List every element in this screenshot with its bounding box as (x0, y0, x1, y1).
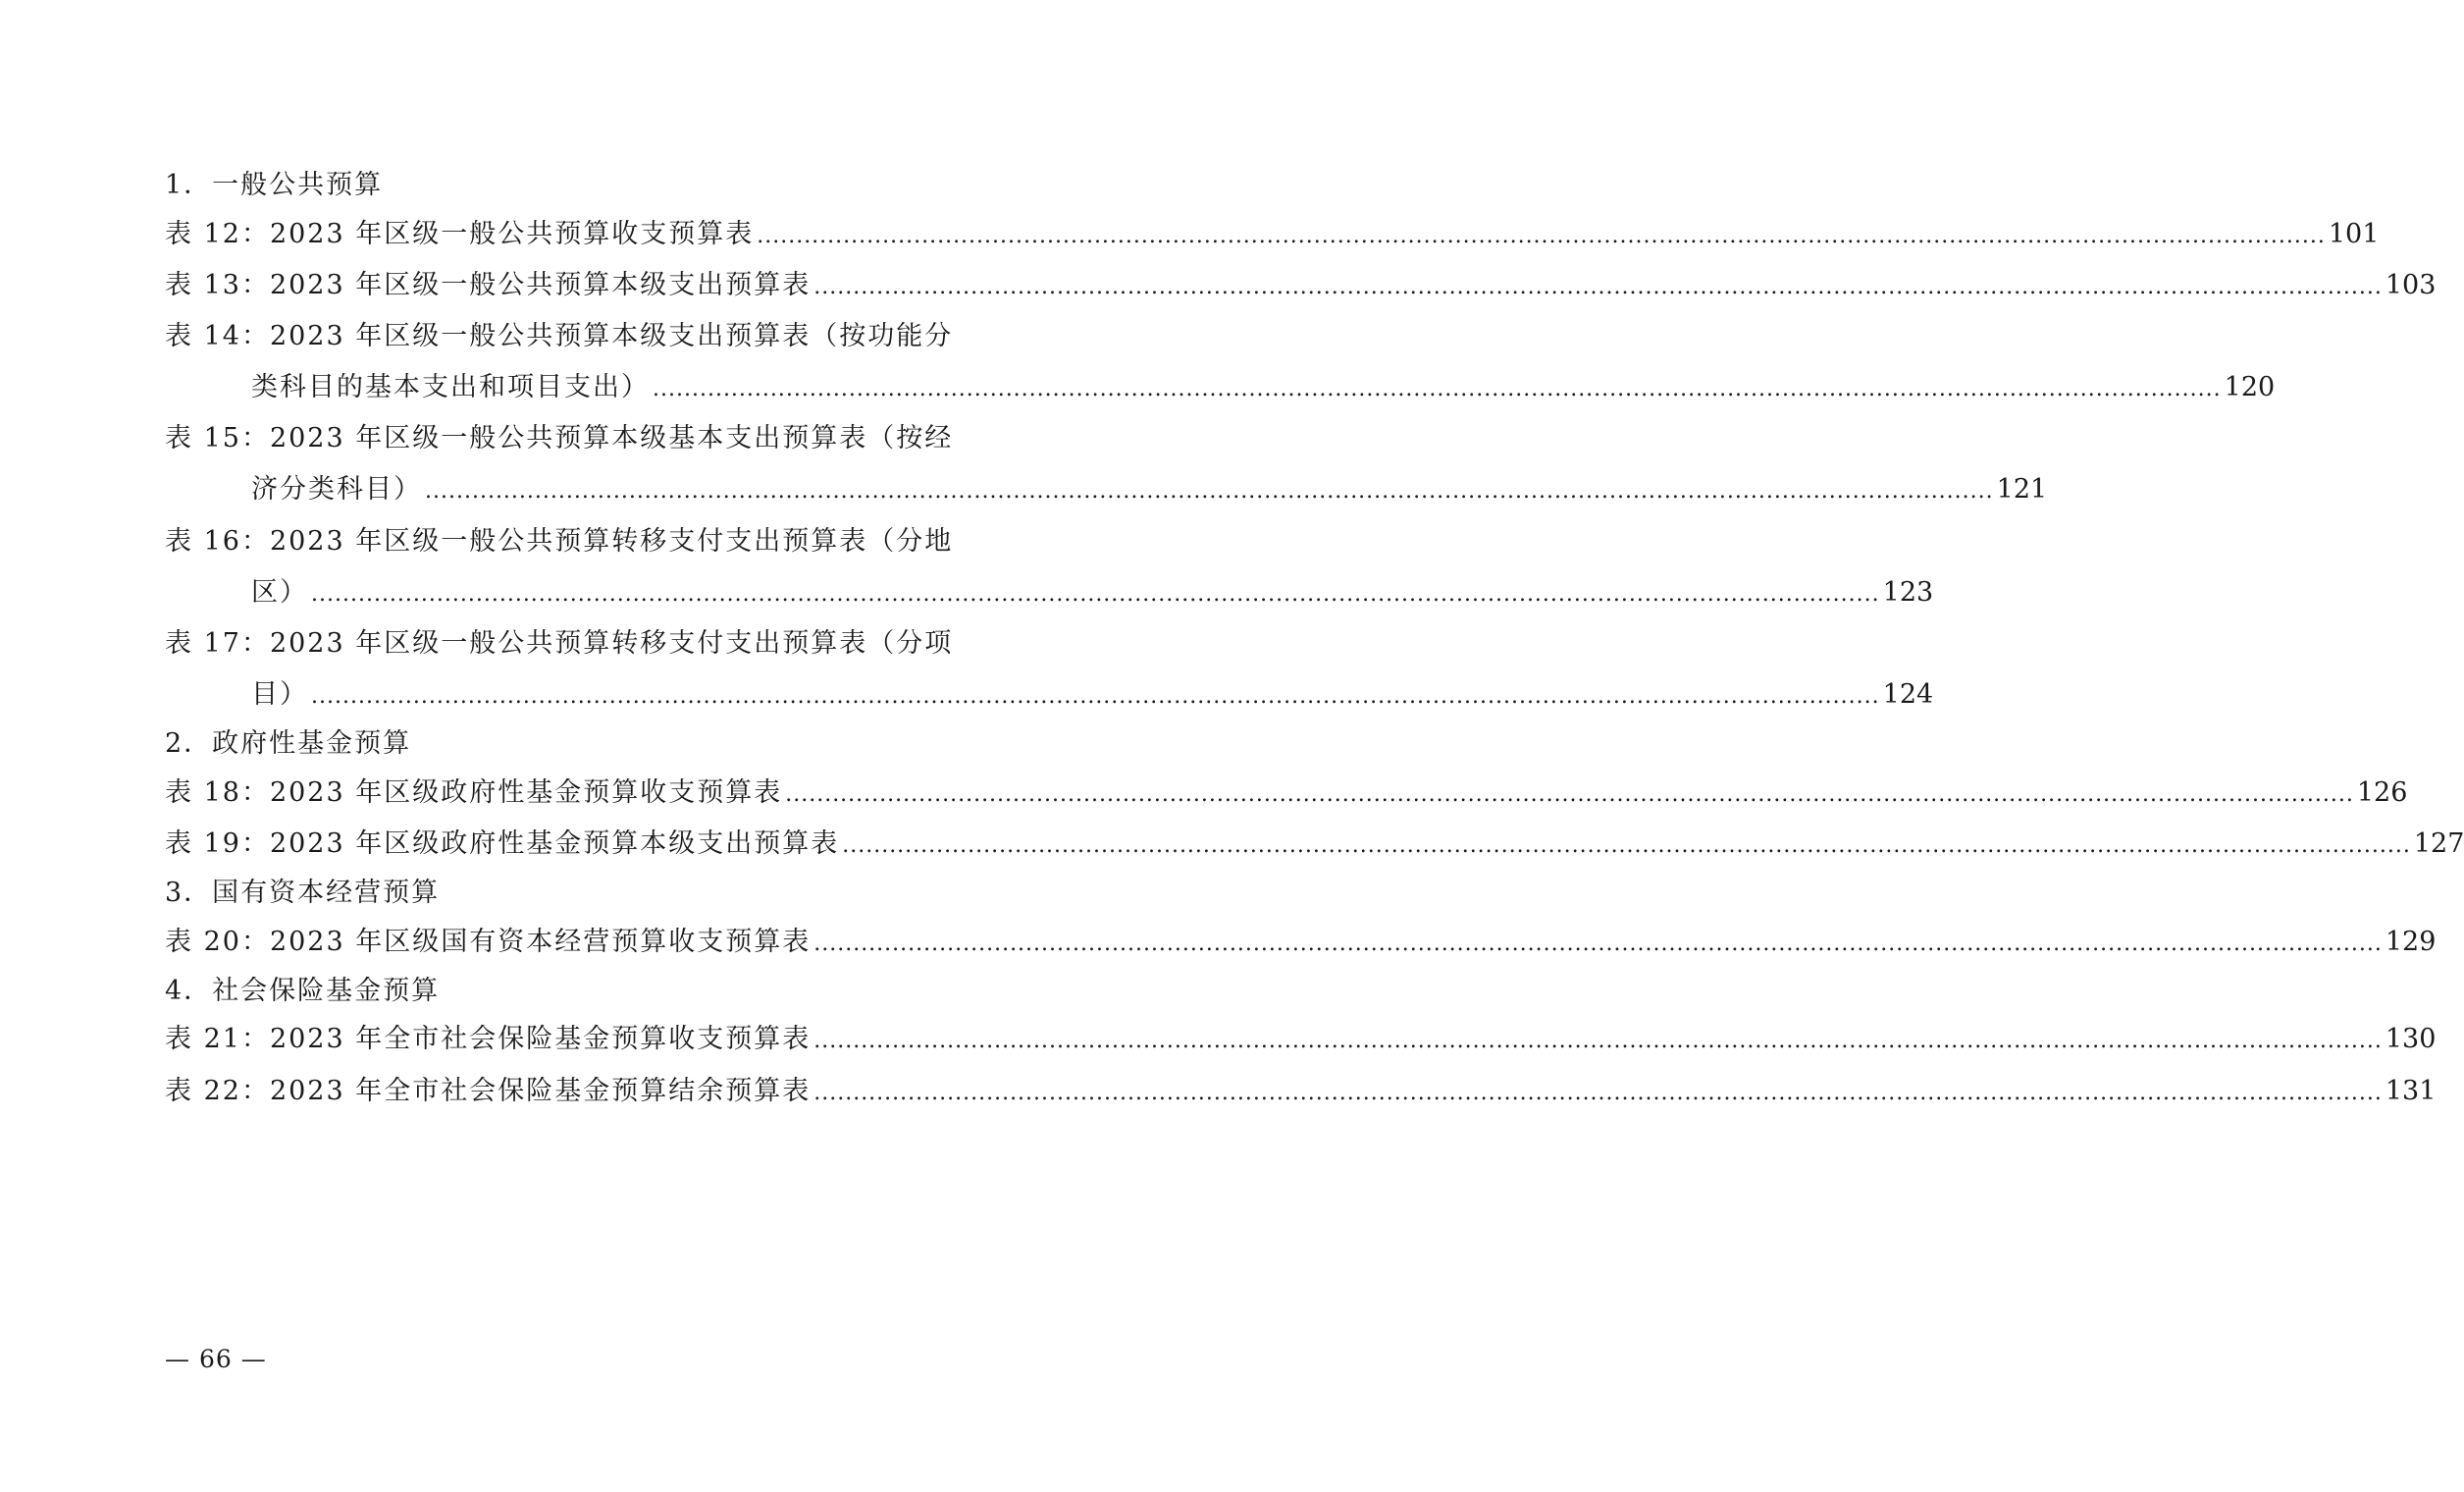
entry-page-number: 120 (2224, 372, 2276, 403)
leader-dots: ........................................................................................................................................................................................................ (813, 274, 2383, 299)
toc-section-heading (165, 968, 918, 1015)
leader-dots: ........................................................................................................................................................................................................ (653, 377, 2222, 402)
leader-dots: ........................................................................................................................................................................................................ (842, 833, 2411, 859)
page-number: — 66 — (165, 1345, 267, 1373)
toc-entry-line2[interactable] (165, 669, 1934, 720)
toc-section-heading (165, 162, 918, 209)
entry-page-number: 129 (2385, 926, 2437, 957)
toc-entry-line1[interactable] (165, 618, 954, 669)
entry-page-number: 121 (1996, 474, 2048, 506)
entry-label: 表 18：2023 年区级政府性基金预算收支预算表 (165, 776, 783, 808)
entry-label: 表 22：2023 年全市社会保险基金预算结余预算表 (165, 1075, 812, 1106)
table-of-contents (165, 162, 2464, 1117)
entry-label: 表 15：2023 年区级一般公共预算本级基本支出预算表（按经 (165, 423, 954, 454)
entry-label-continued: 区） (251, 576, 308, 608)
entry-page-number: 103 (2385, 269, 2437, 300)
entry-label: 表 16：2023 年区级一般公共预算转移支付支出预算表（分地 (165, 525, 954, 557)
toc-entry[interactable] (165, 1014, 2437, 1065)
leader-dots: ........................................................................................................................................................................................................ (813, 931, 2383, 956)
entry-label: 表 14：2023 年区级一般公共预算本级支出预算表（按功能分 (165, 320, 954, 351)
section-title: 4．社会保险基金预算 (165, 975, 441, 1006)
leader-dots: ........................................................................................................................................................................................................ (757, 223, 2326, 248)
leader-dots: ........................................................................................................................................................................................................ (311, 581, 1880, 607)
entry-page-number: 127 (2413, 828, 2464, 860)
entry-label: 表 12：2023 年区级一般公共预算收支预算表 (165, 218, 755, 249)
entry-label-continued: 济分类科目） (251, 474, 422, 506)
toc-entry-line1[interactable] (165, 413, 954, 464)
entry-label: 表 17：2023 年区级一般公共预算转移支付支出预算表（分项 (165, 628, 954, 659)
entry-label-continued: 目） (251, 679, 308, 711)
section-title: 1．一般公共预算 (165, 170, 384, 200)
entry-label: 表 13：2023 年区级一般公共预算本级支出预算表 (165, 269, 812, 300)
toc-entry-line1[interactable] (165, 311, 954, 362)
entry-label-continued: 类科目的基本支出和项目支出） (251, 372, 650, 403)
leader-dots: ........................................................................................................................................................................................................ (425, 479, 1994, 505)
section-title: 3．国有资本经营预算 (165, 878, 441, 909)
toc-entry[interactable] (165, 768, 2408, 819)
toc-entry[interactable] (165, 209, 2380, 260)
entry-label: 表 20：2023 年区级国有资本经营预算收支预算表 (165, 926, 812, 957)
toc-entry-line2[interactable] (165, 567, 1934, 618)
leader-dots: ........................................................................................................................................................................................................ (813, 1080, 2383, 1105)
toc-entry[interactable] (165, 819, 2464, 870)
toc-entry-line1[interactable] (165, 516, 954, 567)
toc-section-heading (165, 720, 918, 768)
entry-label: 表 21：2023 年全市社会保险基金预算收支预算表 (165, 1024, 812, 1055)
entry-page-number: 130 (2385, 1024, 2437, 1055)
entry-page-number: 124 (1882, 679, 1934, 711)
entry-page-number: 123 (1882, 576, 1934, 608)
toc-entry[interactable] (165, 917, 2437, 968)
toc-entry-line2[interactable] (165, 362, 2276, 413)
toc-section-heading (165, 870, 918, 917)
leader-dots: ........................................................................................................................................................................................................ (311, 684, 1880, 710)
leader-dots: ........................................................................................................................................................................................................ (785, 781, 2354, 807)
toc-entry-line2[interactable] (165, 464, 2048, 515)
entry-page-number: 126 (2356, 776, 2408, 808)
section-title: 2．政府性基金预算 (165, 728, 412, 760)
toc-entry[interactable] (165, 1066, 2437, 1117)
entry-page-number: 101 (2328, 218, 2380, 249)
leader-dots: ........................................................................................................................................................................................................ (813, 1029, 2383, 1054)
toc-entry[interactable] (165, 260, 2437, 311)
entry-label: 表 19：2023 年区级政府性基金预算本级支出预算表 (165, 828, 840, 860)
entry-page-number: 131 (2385, 1075, 2437, 1106)
